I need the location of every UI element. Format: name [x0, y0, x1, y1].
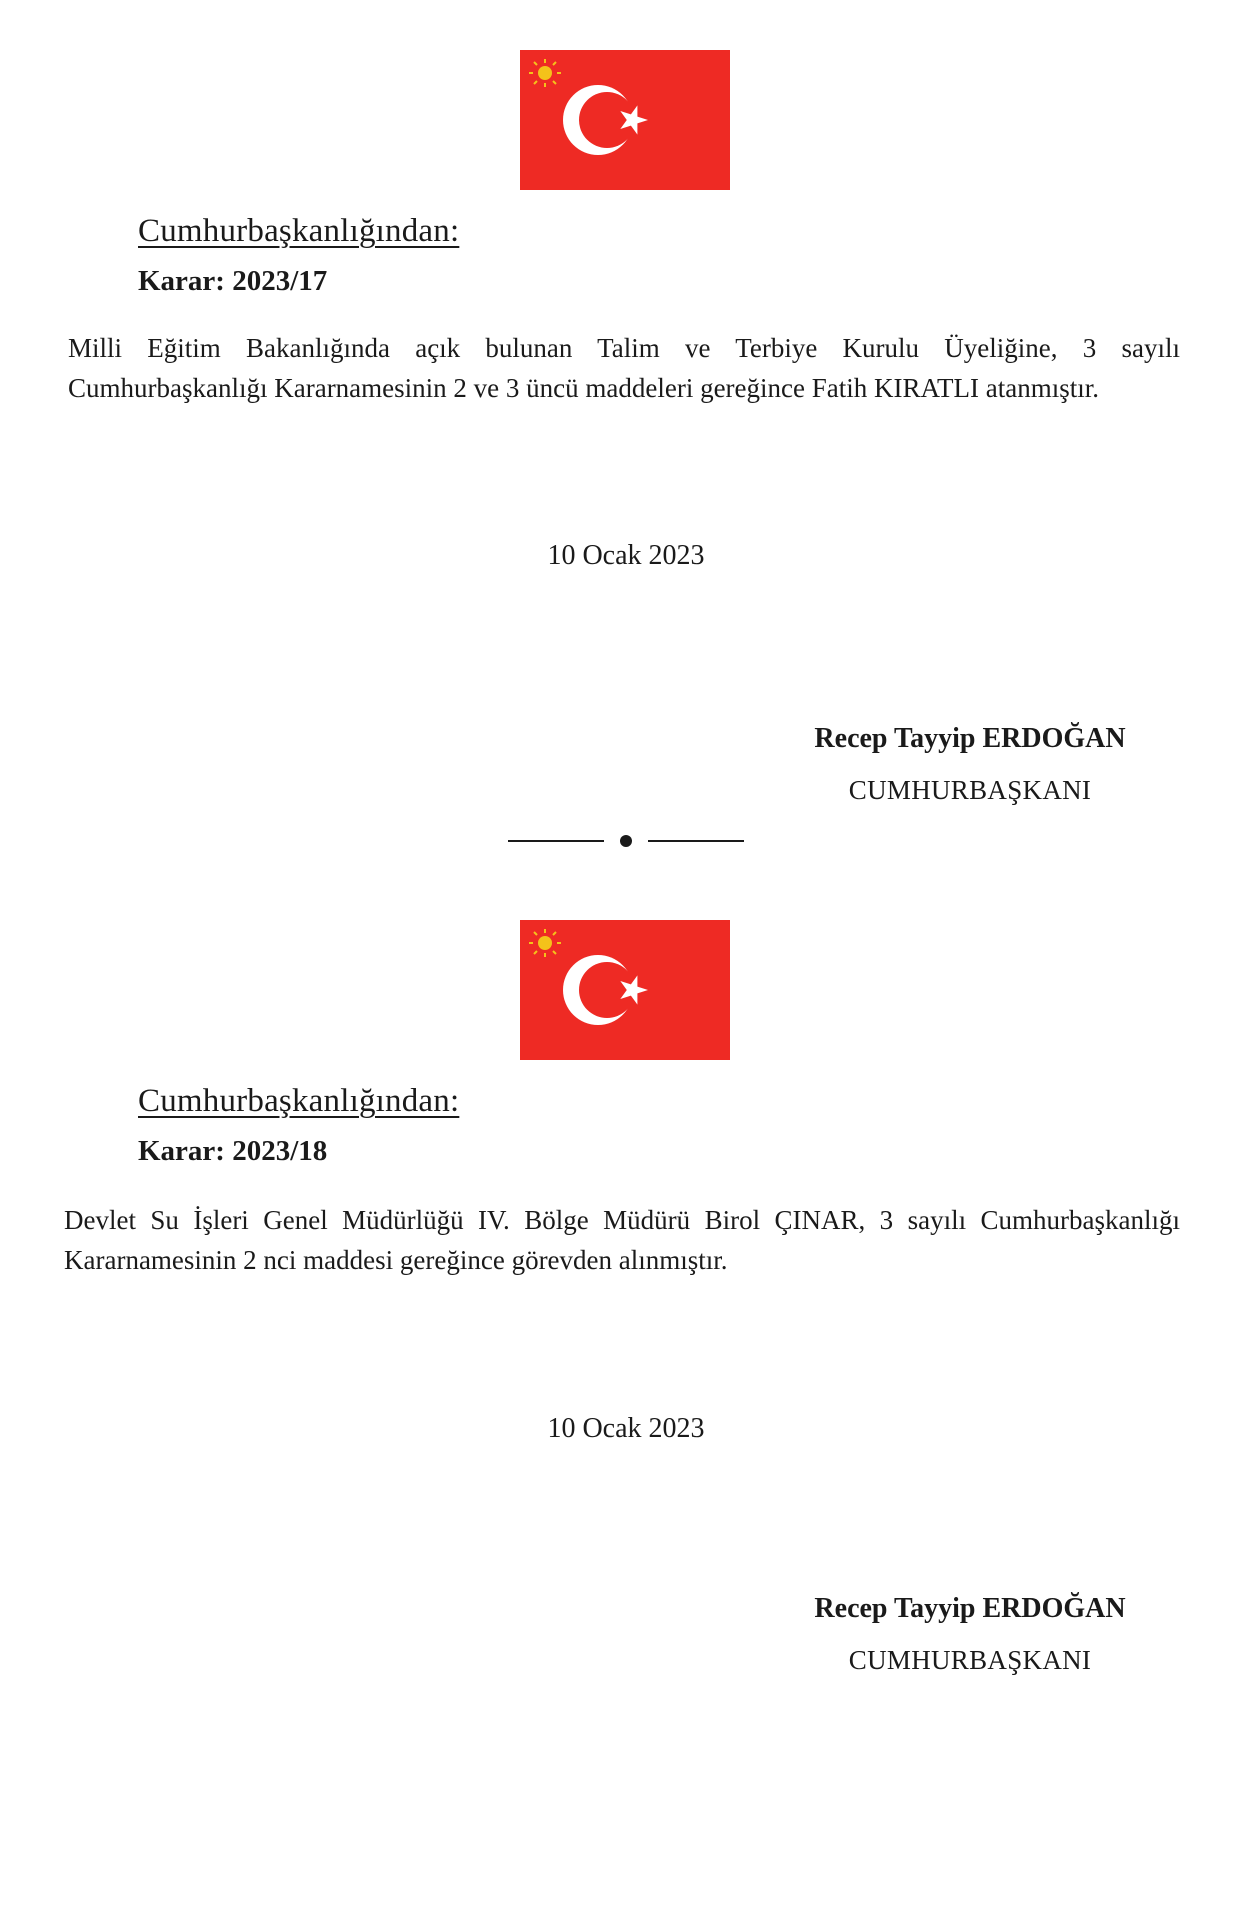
signature-title: CUMHURBAŞKANI: [848, 775, 1092, 805]
separator-line-right: [648, 840, 744, 842]
decision-number: [138, 1135, 327, 1168]
turkish-flag-emblem-icon: [520, 920, 730, 1060]
decision-label: Karar:: [138, 1135, 225, 1167]
issuer-heading: Cumhurbaşkanlığından:: [138, 213, 460, 249]
decision-number-value: 2023/17: [232, 265, 328, 297]
section-separator: [508, 832, 744, 848]
separator-dot-icon: [620, 835, 632, 847]
signature-title: CUMHURBAŞKANI: [848, 1645, 1092, 1675]
signature-block: [700, 1593, 1240, 1676]
signature-block: [700, 723, 1240, 806]
flag-svg: [520, 920, 730, 1060]
turkish-flag-emblem-icon: [520, 50, 730, 190]
decision-number-value: 2023/18: [232, 1135, 328, 1167]
decision-body: Milli Eğitim Bakanlığında açık bulunan Talim ve Terbiye Kurulu Üyeliğine, 3 sayılı Cumhurbaşkanlığı Kararnamesinin 2 ve 3 üncü maddeleri gereğince Fatih KIRATLI atanmıştır.: [68, 333, 1180, 403]
signature-name: Recep Tayyip ERDOĞAN: [814, 723, 1126, 754]
flag-svg: [520, 50, 730, 190]
decision-number: [138, 265, 327, 298]
separator-line-left: [508, 840, 604, 842]
signature-name: Recep Tayyip ERDOĞAN: [814, 1593, 1126, 1624]
decision-date: 10 Ocak 2023: [547, 1413, 705, 1444]
decision-date: 10 Ocak 2023: [547, 540, 705, 571]
issuer-heading: Cumhurbaşkanlığından:: [138, 1083, 460, 1119]
decision-label: Karar:: [138, 265, 225, 297]
decision-body: Devlet Su İşleri Genel Müdürlüğü IV. Bölge Müdürü Birol ÇINAR, 3 sayılı Cumhurbaşkanlığı Kararnamesinin 2 nci maddesi gereğince görevden alınmıştır.: [64, 1205, 1180, 1275]
